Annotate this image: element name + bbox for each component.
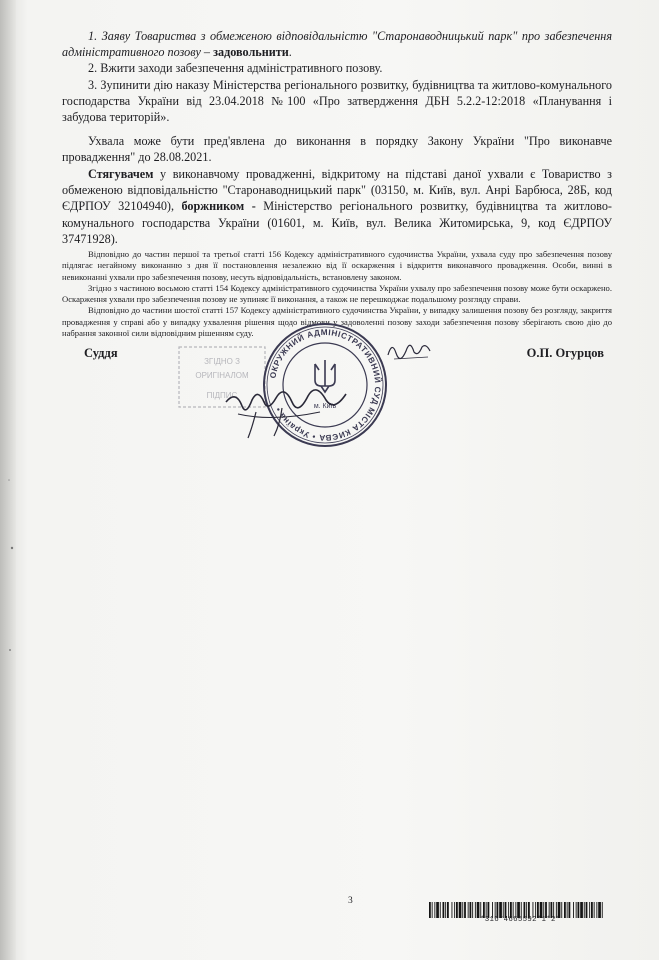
judge-signature-small [384,335,436,365]
barcode-bar [567,902,568,918]
legal-note-3: Відповідно до частини шостої статті 157 Кодексу адміністративного судочинства України, у випадку залишення позову без розгляду, закриття провадження у справі або у випадку ухвалення рішення щодо відмови у задоволенні позову заходи забезпечення позову зберігають свою дію до набрання законної сили відповідним рішенням суду. [62,305,612,339]
order-items [62,28,612,125]
barcode-bar [477,902,480,918]
barcode-bar [440,902,441,918]
order-item-1-verdict: задовольнити [213,45,289,60]
judge-name: О.П. Огурцов [526,346,604,360]
barcode-bar [561,902,562,918]
stamp-line-2: ОРИГІНАЛОМ [195,371,249,380]
debtor-text: Міністерство регіонального розвитку, будівництва та житлово-комунального господарства України (01601, м. Київ, вул. Велика Житомирська, 9, код ЄДРПОУ 37471928). [62,199,612,246]
barcode-bar [456,902,458,918]
judge-label: Суддя [84,346,118,360]
order-item-3: 3. Зупинити дію наказу Міністерства регіонального розвитку, будівництва та житлово-комунального господарства України від 23.04.2018 №100 «Про затвердження ДБН 5.2.2-12:2018 «Планування і забудова територій». [62,77,612,125]
barcode-bar [591,902,593,918]
barcode-bar [432,902,433,918]
barcode-bar [443,902,445,918]
barcode-bar [472,902,473,918]
page-number: 3 [348,896,353,906]
barcode-bar [589,902,590,918]
barcode-bar [564,902,566,918]
claimant-label: Стягувачем [88,167,154,181]
barcode-bar [436,902,439,918]
barcode-bar [598,902,601,918]
legal-note-2: Згідно з частиною восьмою статті 154 Кодексу адміністративного судочинства України ухвалу про забезпечення позову може бути оскаржено. Оскарження ухвали про забезпечення позову не зупиняє її виконання, а також не перешкоджає подальшому розгляду справи. [62,282,612,305]
seal-inner-text: м. Київ [313,403,337,410]
execution-paragraph: Ухвала може бути пред'явлена до виконання в порядку Закону України "Про виконавче провадження" до 28.08.2021. [62,134,612,165]
barcode-bar [584,902,585,918]
barcode-bar [475,902,476,918]
barcode-bar [569,902,571,918]
barcode-bar [459,902,462,918]
barcode-bar [586,902,588,918]
barcode-bar [462,902,463,918]
seal-ring-text: ОКРУЖНИЙ АДМІНІСТРАТИВНИЙ СУД МІСТА КИЄВА • Україна • [268,327,383,443]
barcode-bar [580,902,583,918]
barcode-bar [578,902,580,918]
barcode-bar [452,902,453,918]
debtor-label: боржником - [181,199,256,214]
barcode-text: *316*4665592*1*2* [480,916,561,924]
barcode-bar [447,902,449,918]
handwritten-signature [222,372,352,442]
barcode-bar [602,902,603,918]
barcode-bar [464,902,466,918]
barcode-bar [429,902,431,918]
order-item-1-text: 1. Заяву Товариства з обмеженою відповідальністю "Старонаводницький парк" про забезпечення адміністративного позову – [62,29,612,60]
barcode-bar [596,902,597,918]
barcode-bar [454,902,455,918]
order-item-2: 2. Вжити заходи забезпечення адміністративного позову. [88,61,383,76]
scan-edge-shadow [0,0,16,960]
barcode-bar [445,902,446,918]
barcode-bar [594,902,595,918]
stamp-line-1: ЗГІДНО З [204,357,240,366]
order-item-1-end: . [288,45,292,60]
claimant-text: у виконавчому провадженні, відкритому на підставі даної ухвали є Товариство з обмеженою відповідальністю "Старонаводницький парк" (03150, м. Київ, вул. Анрі Барбюса, 28Б, код ЄДРПОУ 32104940), [62,167,612,214]
stamp-line-3: ПІДПИС [206,391,238,400]
order-item-1 [62,28,612,60]
barcode-bar [576,902,577,918]
parties-paragraph [62,166,612,247]
barcode-bar [470,902,472,918]
barcode-bar [468,902,469,918]
legal-note-1: Відповідно до частин першої та третьої статті 156 Кодексу адміністративного судочинства України, ухвала суду про забезпечення позову підлягає негайному виконанню з дня її постановлення незалежно від її оскарження і відкриття виконавчого провадження. Особи, винні в невиконанні ухвали про забезпечення позову, несуть відповідальність, встановлену законом. [62,249,612,282]
barcode-bar [434,902,435,918]
barcode-bar [573,902,574,918]
